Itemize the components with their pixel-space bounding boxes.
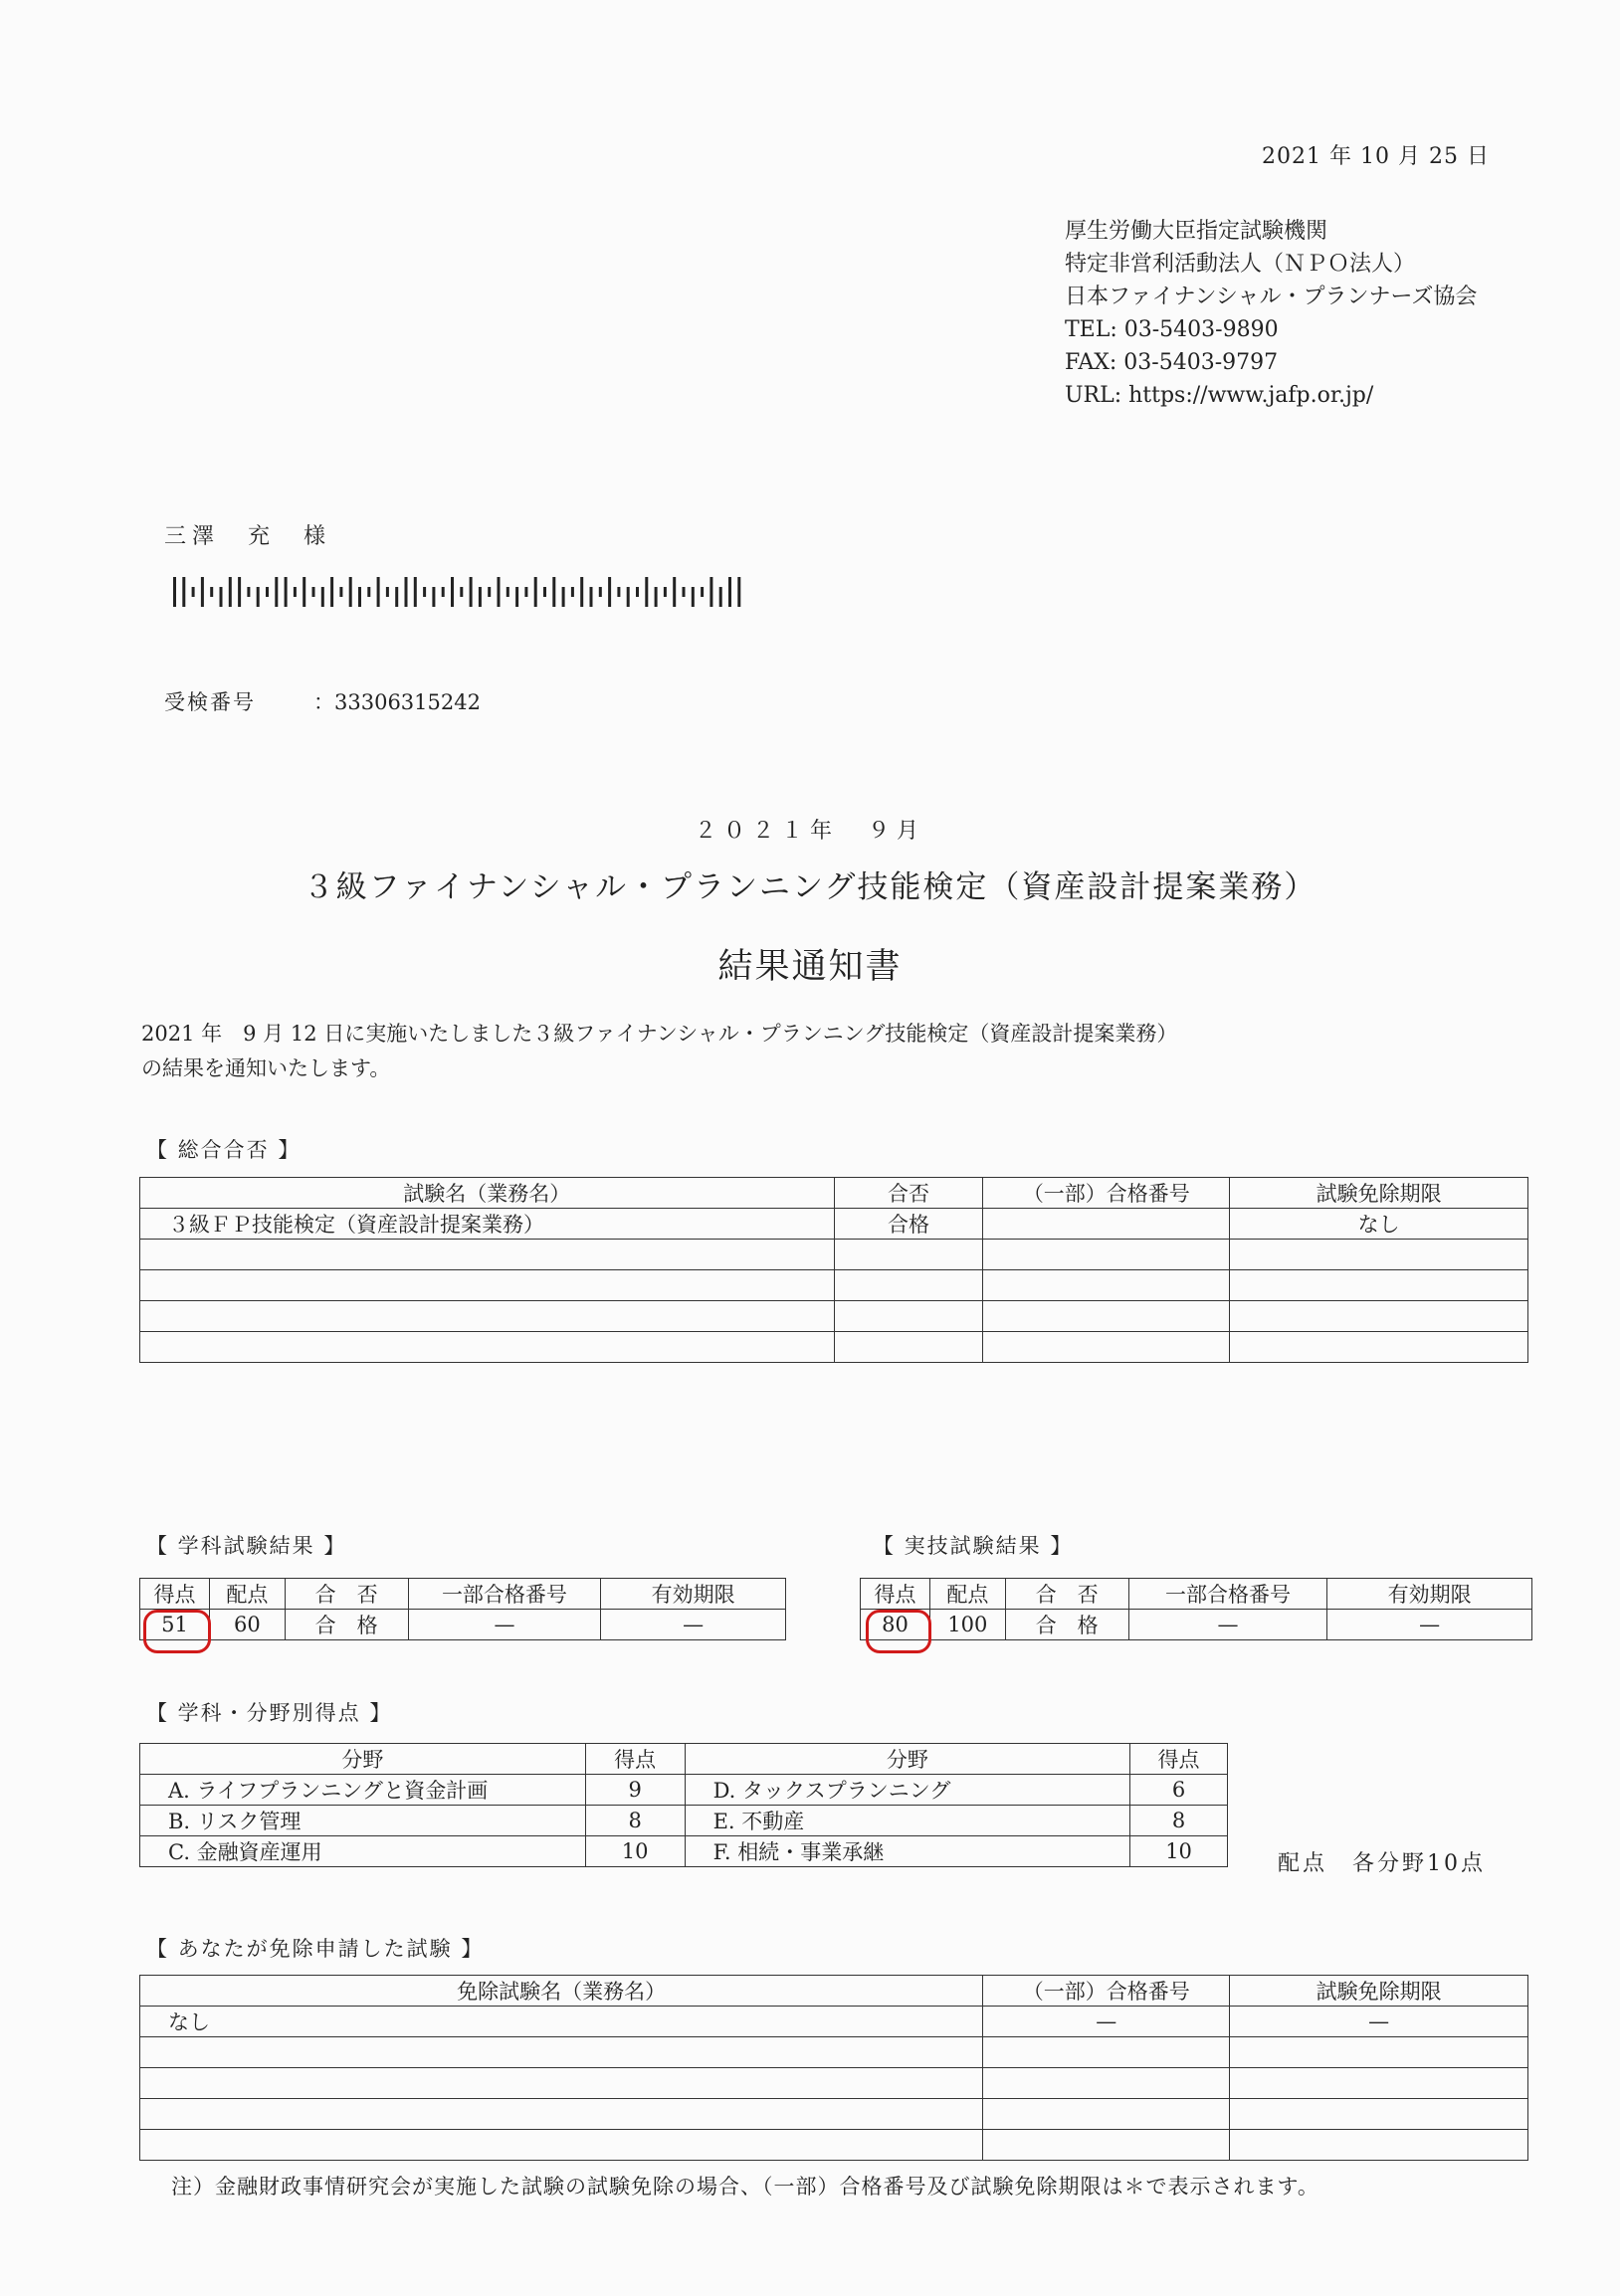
barcode-bar [608, 577, 611, 607]
gakka-partial-pass-number: — [408, 1610, 601, 1640]
jitsugi-partial-pass-number: — [1128, 1610, 1327, 1640]
table-header-row [140, 1976, 1528, 2007]
barcode-bar [442, 587, 445, 597]
barcode-bar [432, 587, 435, 607]
exam-number-label: 受検番号 [164, 690, 256, 714]
field-score: 10 [1130, 1836, 1228, 1867]
barcode-bar [590, 587, 593, 607]
barcode-bar [655, 587, 658, 607]
barcode-bar [303, 577, 305, 607]
table-cell [140, 1301, 835, 1332]
table-row [140, 2068, 1528, 2099]
gakka-pass-fail: 合 格 [285, 1610, 408, 1640]
intro-line: の結果を通知いたします。 [141, 1056, 391, 1080]
issuer-line: 日本ファイナンシャル・プランナーズ協会 [1065, 285, 1478, 309]
column-header: 得点 [861, 1579, 930, 1610]
column-header: 試験名（業務名） [140, 1178, 835, 1209]
column-header: 試験免除期限 [1230, 1976, 1528, 2007]
field-score: 8 [1130, 1806, 1228, 1836]
barcode-bar [377, 577, 380, 607]
table-cell [1230, 2130, 1528, 2161]
table-row [140, 1270, 1528, 1301]
barcode-bar [488, 587, 491, 597]
field-name: F. 相続・事業承継 [685, 1836, 1130, 1867]
exemption-pass-number: — [983, 2007, 1230, 2037]
intro-paragraph [141, 1017, 1177, 1086]
exam-number-value: ：33306315242 [313, 690, 481, 714]
barcode-bar [238, 577, 241, 607]
column-header: 一部合格番号 [1128, 1579, 1327, 1610]
issuer-line: 厚生労働大臣指定試験機関 [1065, 219, 1328, 244]
barcode-bar [275, 577, 278, 607]
table-header-row [861, 1579, 1532, 1610]
exam-name-cell: ３級ＦＰ技能検定（資産設計提案業務） [140, 1209, 835, 1240]
table-cell [1230, 2068, 1528, 2099]
field-score: 8 [585, 1806, 685, 1836]
table-cell [1230, 1240, 1528, 1270]
exemption-exam-name: なし [140, 2007, 983, 2037]
column-header: 免除試験名（業務名） [140, 1976, 983, 2007]
barcode-bar [728, 577, 731, 607]
exam-name: ３級ファイナンシャル・プランニング技能検定（資産設計提案業務） [303, 869, 1317, 905]
barcode-bar [543, 587, 546, 597]
column-header: 合 否 [285, 1579, 408, 1610]
barcode-bar [515, 587, 518, 607]
column-header: 得点 [140, 1579, 210, 1610]
table-cell [1230, 1332, 1528, 1363]
barcode-bar [247, 587, 250, 597]
barcode-bar [285, 577, 288, 607]
exam-number-line [164, 686, 481, 716]
table-row [140, 2099, 1528, 2130]
table-cell [834, 1270, 983, 1301]
jitsugi-score: 80 [861, 1610, 930, 1640]
column-header: （一部）合格番号 [983, 1976, 1230, 2007]
table-cell [1230, 2099, 1528, 2130]
jitsugi-pass-fail: 合 格 [1005, 1610, 1128, 1640]
barcode-bar [664, 587, 667, 597]
issuer-block [1065, 215, 1477, 412]
jitsugi-expiry: — [1327, 1610, 1532, 1640]
table-cell [140, 1270, 835, 1301]
barcode-bar [201, 577, 204, 607]
gakka-max-score: 60 [209, 1610, 285, 1640]
table-row [140, 1836, 1228, 1867]
barcode-bar [414, 577, 417, 607]
barcode-bar [386, 587, 389, 597]
column-header: 有効期限 [601, 1579, 786, 1610]
table-cell [140, 2099, 983, 2130]
column-header: 試験免除期限 [1230, 1178, 1528, 1209]
column-header: 一部合格番号 [408, 1579, 601, 1610]
table-row [140, 1806, 1228, 1836]
field-scores-section-label: 【 学科・分野別得点 】 [146, 1701, 393, 1725]
field-name: E. 不動産 [685, 1806, 1130, 1836]
gakka-score: 51 [140, 1610, 210, 1640]
barcode-bar [719, 587, 722, 607]
column-header: （一部）合格番号 [983, 1178, 1230, 1209]
table-cell [834, 1332, 983, 1363]
table-cell [983, 1240, 1230, 1270]
barcode-bar [524, 587, 527, 597]
barcode-bar [173, 577, 176, 607]
jitsugi-score-highlight-circle [866, 1610, 931, 1653]
barcode-bar [330, 577, 333, 607]
column-header: 有効期限 [1327, 1579, 1532, 1610]
pass-number-cell [983, 1209, 1230, 1240]
barcode-bar [470, 577, 473, 607]
exam-period: ２０２１年 ９月 [694, 819, 925, 844]
table-header-row [140, 1178, 1528, 1209]
table-row [140, 1209, 1528, 1240]
barcode-bar [339, 587, 342, 597]
jitsugi-max-score: 100 [929, 1610, 1005, 1640]
barcode-bar [395, 587, 398, 607]
table-cell [983, 1332, 1230, 1363]
barcode-bar [617, 587, 620, 597]
barcode-bar [571, 587, 574, 597]
barcode-bar [210, 587, 213, 597]
table-cell [983, 2099, 1230, 2130]
barcode-bar [552, 577, 555, 607]
table-cell [983, 2130, 1230, 2161]
barcode-bar [312, 587, 315, 597]
barcode-bar [709, 577, 712, 607]
table-row [140, 2130, 1528, 2161]
table-row [861, 1610, 1532, 1640]
overall-result-table [139, 1177, 1528, 1363]
column-header: 配点 [929, 1579, 1005, 1610]
barcode-bar [192, 587, 195, 597]
barcode-bar [358, 587, 361, 607]
field-scores-table [139, 1743, 1228, 1867]
barcode-bar [498, 577, 501, 607]
table-cell [983, 2068, 1230, 2099]
table-cell [140, 1240, 835, 1270]
table-cell [983, 1301, 1230, 1332]
field-name: D. タックスプランニング [685, 1775, 1130, 1806]
table-row [140, 1301, 1528, 1332]
barcode-bar [229, 577, 232, 607]
barcode-bar [737, 577, 740, 607]
barcode-bar [636, 587, 639, 597]
table-row [140, 1332, 1528, 1363]
exemption-table [139, 1975, 1528, 2161]
barcode-bar [673, 577, 676, 607]
table-row [140, 1240, 1528, 1270]
field-name: A. ライフプランニングと資金計画 [140, 1775, 586, 1806]
barcode-bar [451, 577, 454, 607]
recipient-name: 三澤 充 様 [164, 524, 332, 549]
table-cell [1230, 1301, 1528, 1332]
barcode-bar [580, 577, 583, 607]
column-header: 合否 [834, 1178, 983, 1209]
issue-date: 2021 年 10 月 25 日 [1262, 144, 1490, 169]
field-score: 10 [585, 1836, 685, 1867]
barcode-bar [479, 587, 482, 607]
issuer-line: 特定非営利活動法人（ＮＰＯ法人） [1065, 252, 1416, 277]
table-cell [983, 2037, 1230, 2068]
field-score: 6 [1130, 1775, 1228, 1806]
table-header-row [140, 1579, 786, 1610]
barcode-bar [321, 587, 324, 607]
gakka-section-label: 【 学科試験結果 】 [146, 1534, 347, 1558]
issuer-url: URL: https://www.jafp.or.jp/ [1065, 383, 1374, 408]
gakka-score-highlight-circle [143, 1610, 211, 1653]
field-score: 9 [585, 1775, 685, 1806]
pass-fail-cell: 合格 [834, 1209, 983, 1240]
column-header: 合 否 [1005, 1579, 1128, 1610]
barcode-bar [599, 587, 602, 597]
barcode-bar [294, 587, 297, 597]
barcode-bar [182, 577, 185, 607]
table-cell [140, 2068, 983, 2099]
table-cell [140, 2037, 983, 2068]
column-header: 分野 [140, 1744, 586, 1775]
field-name: C. 金融資産運用 [140, 1836, 586, 1867]
barcode-bar [460, 587, 463, 597]
table-cell [1230, 2037, 1528, 2068]
barcode-bar [701, 587, 704, 597]
barcode-bar [405, 577, 408, 607]
table-row [140, 2007, 1528, 2037]
exemption-deadline: — [1230, 2007, 1528, 2037]
footnote: 注）金融財政事情研究会が実施した試験の試験免除の場合、（一部）合格番号及び試験免除期限は＊で表示されます。 [171, 2175, 1319, 2199]
column-header: 得点 [585, 1744, 685, 1775]
barcode-bar [349, 577, 352, 607]
table-row [140, 2037, 1528, 2068]
column-header: 得点 [1130, 1744, 1228, 1775]
intro-line: 2021 年 9 月 12 日に実施いたしました３級ファイナンシャル・プランニング技能検定（資産設計提案業務） [141, 1022, 1178, 1046]
jitsugi-result-table [860, 1578, 1532, 1640]
overall-section-label: 【 総合合否 】 [146, 1138, 302, 1162]
field-points-note: 配点 各分野10点 [1278, 1851, 1486, 1876]
column-header: 分野 [685, 1744, 1130, 1775]
barcode-bar [220, 587, 223, 607]
exemption-deadline-cell: なし [1230, 1209, 1528, 1240]
barcode-bar [562, 587, 565, 607]
jitsugi-section-label: 【 実技試験結果 】 [873, 1534, 1074, 1558]
issuer-tel: TEL: 03-5403-9890 [1065, 317, 1279, 342]
table-cell [140, 2130, 983, 2161]
issuer-fax: FAX: 03-5403-9797 [1065, 350, 1279, 375]
barcode-bar [534, 577, 537, 607]
postal-barcode [173, 577, 750, 607]
table-cell [834, 1240, 983, 1270]
barcode-bar [692, 587, 695, 607]
column-header: 配点 [209, 1579, 285, 1610]
exemption-section-label: 【 あなたが免除申請した試験 】 [146, 1937, 485, 1961]
field-name: B. リスク管理 [140, 1806, 586, 1836]
gakka-expiry: — [601, 1610, 786, 1640]
table-header-row [140, 1744, 1228, 1775]
barcode-bar [257, 587, 260, 607]
barcode-bar [266, 587, 269, 597]
table-cell [983, 1270, 1230, 1301]
table-row [140, 1610, 786, 1640]
barcode-bar [645, 577, 648, 607]
barcode-bar [423, 587, 426, 597]
table-row [140, 1775, 1228, 1806]
barcode-bar [506, 587, 509, 597]
barcode-bar [627, 587, 630, 607]
table-cell [834, 1301, 983, 1332]
barcode-bar [367, 587, 370, 597]
barcode-bar [683, 587, 686, 597]
table-cell [140, 1332, 835, 1363]
gakka-result-table [139, 1578, 786, 1640]
table-cell [1230, 1270, 1528, 1301]
document-title: 結果通知書 [717, 947, 903, 987]
